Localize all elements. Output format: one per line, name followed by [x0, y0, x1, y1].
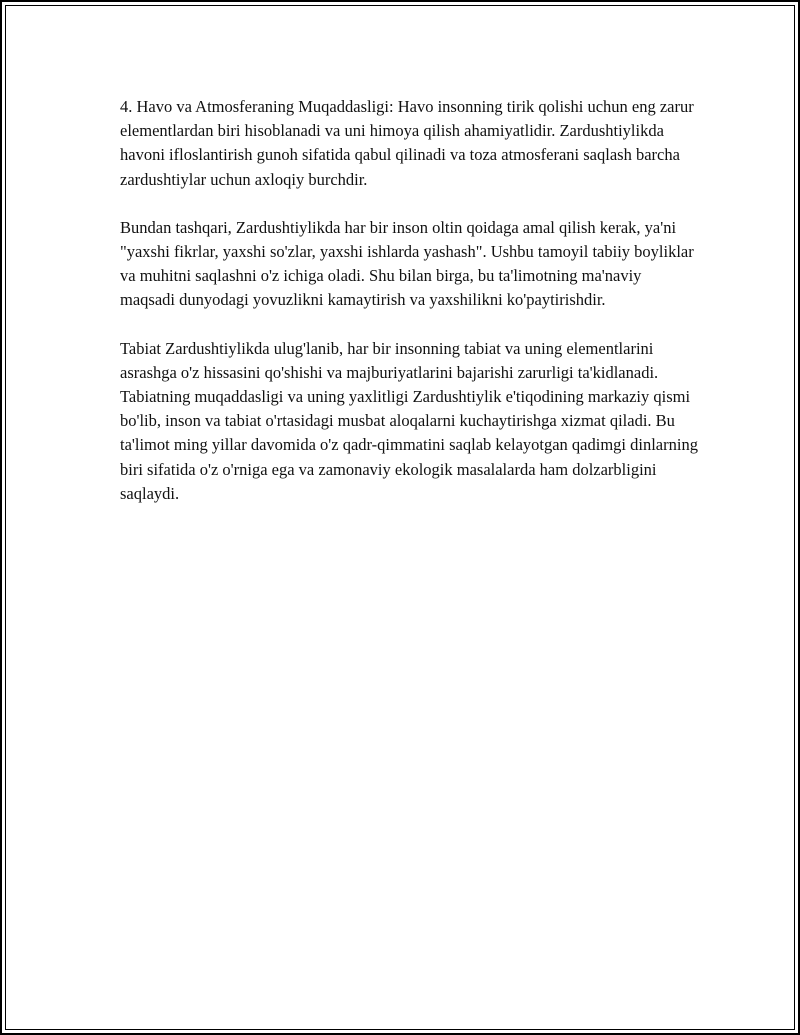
document-body: [120, 95, 700, 530]
paragraph-golden-rule: Bundan tashqari, Zardushtiylikda har bir inson oltin qoidaga amal qilish kerak, ya'ni "yaxshi fikrlar, yaxshi so'zlar, yaxshi ishlarda yashash". Ushbu tamoyil tabiiy boyliklar va muhitni saqlashni o'z ichiga oladi. Shu bilan birga, bu ta'limotning ma'naviy maqsadi dunyodagi yovuzlikni kamaytirish va yaxshilikni ko'paytirishdir.: [120, 217, 694, 310]
paragraph-nature-veneration: Tabiat Zardushtiylikda ulug'lanib, har bir insonning tabiat va uning elementlarini asrashga o'z hissasini qo'shishi va majburiyatlarini bajarishi zarurligi ta'kidlanadi. Tabiatning muqaddasligi va uning yaxlitligi Zardushtiylik e'tiqodining markaziy qismi bo'lib, inson va tabiat o'rtasidagi musbat aloqalarni kuchaytirishga xizmat qiladi. Bu ta'limot ming yillar davomida o'z qadr-qimmatini saqlab kelayotgan qadimgi dinlarning biri sifatida o'z o'rniga ega va zamonaviy ekologik masalalarda ham dolzarbligini saqlaydi.: [120, 338, 698, 503]
paragraph-air-sanctity: 4. Havo va Atmosferaning Muqaddasligi: Havo insonning tirik qolishi uchun eng zarur elementlardan biri hisoblanadi va uni himoya qilish ahamiyatlidir. Zardushtiylikda havoni ifloslantirish gunoh sifatida qabul qilinadi va toza atmosferani saqlash barcha zardushtiylar uchun axloqiy burchdir.: [120, 97, 694, 189]
